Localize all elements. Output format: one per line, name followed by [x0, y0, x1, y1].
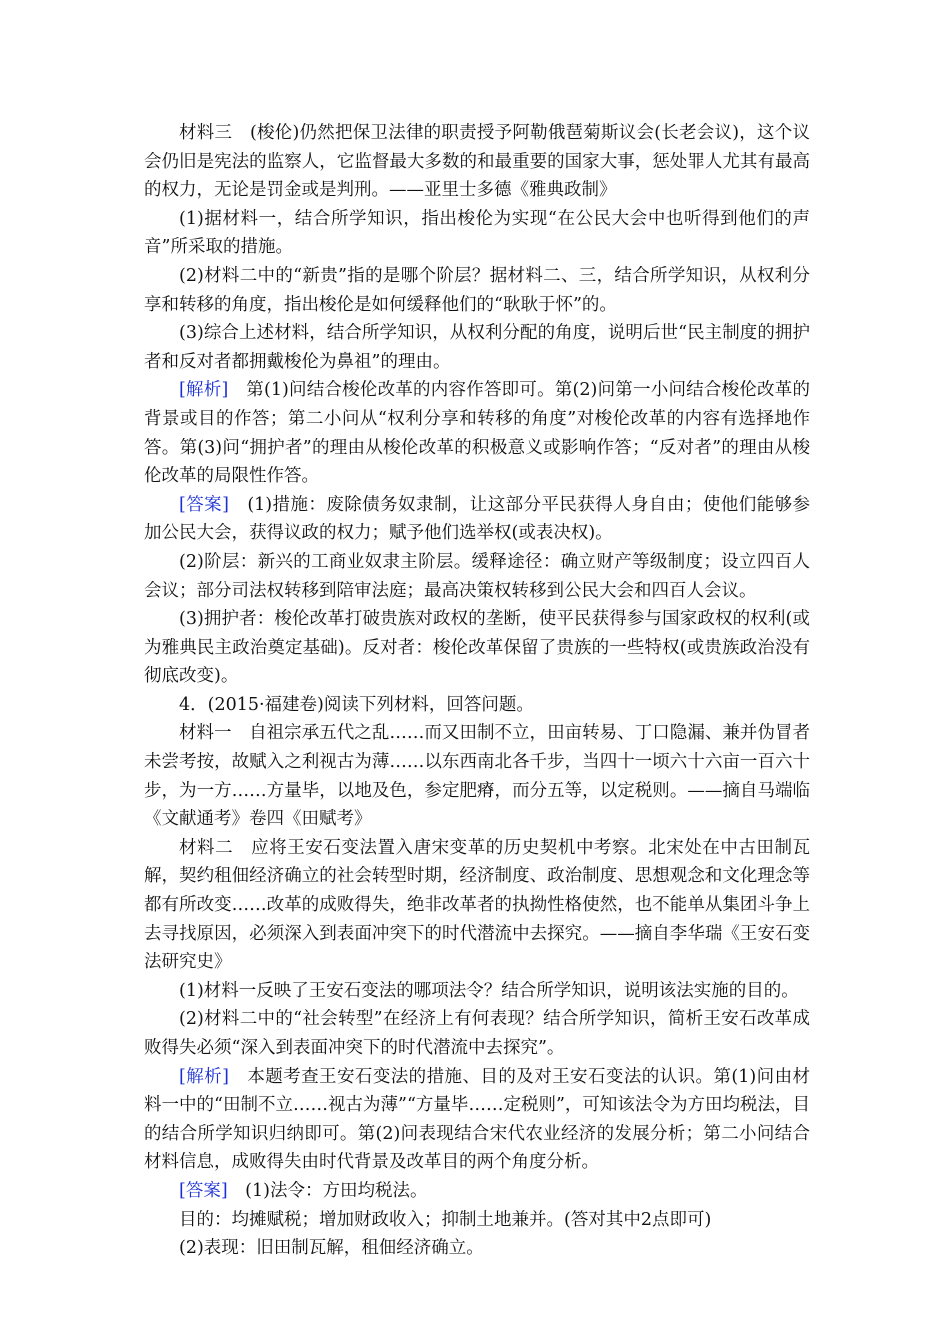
paragraph-answer-4-1-purpose: 目的：均摊赋税；增加财政收入；抑制土地兼并。(答对其中2点即可): [179, 1209, 712, 1230]
document-body: [144, 119, 810, 1263]
analysis-tag: [解析]: [179, 1066, 229, 1087]
answer-tag: [答案]: [179, 1180, 228, 1201]
answer-tag: [答案]: [179, 494, 229, 515]
paragraph-analysis-3: [解析] 第(1)问结合梭伦改革的内容作答即可。第(2)问第一小问结合梭伦改革的背景或目的作答；第二小问从“权利分享和转移的角度”对梭伦改革的内容有选择地作答。第(3)问“拥护者”的理由从梭伦改革的积极意义或影响作答；“反对者”的理由从梭伦改革的局限性作答。: [144, 380, 811, 487]
paragraph-question-2: (2)材料二中的“新贵”指的是哪个阶层？据材料二、三，结合所学知识，从权利分享和转移的角度，指出梭伦是如何缓释他们的“耿耿于怀”的。: [144, 265, 810, 315]
paragraph-question-4-2: (2)材料二中的“社会转型”在经济上有何表现？结合所学知识，简析王安石改革成败得失必须“深入到表面冲突下的时代潜流中去探究”。: [144, 1009, 810, 1058]
paragraph-answer-3-2: (2)阶层：新兴的工商业奴隶主阶层。缓释途径：确立财产等级制度；设立四百人会议；部分司法权转移到陪审法庭；最高决策权转移到公民大会和四百人会议。: [144, 551, 810, 601]
paragraph-material-2: 材料二 应将王安石变法置入唐宋变革的历史契机中考察。北宋处在中古田制瓦解，契约租佃经济确立的社会转型时期，经济制度、政治制度、思想观念和文化理念等都有所改变……改革的成败得失，绝非改革者的执拗性格使然，也不能单从集团斗争上去寻找原因，必须深入到表面冲突下的时代潜流中去探究。——摘自李华瑞《王安石变法研究史》: [144, 837, 810, 973]
analysis-tag: [解析]: [179, 380, 229, 401]
paragraph-question-3: (3)综合上述材料，结合所学知识，从权利分配的角度，说明后世“民主制度的拥护者和反对者都拥戴梭伦为鼻祖”的理由。: [144, 323, 810, 372]
paragraph-answer-4-2: (2)表现：旧田制瓦解，租佃经济确立。: [179, 1238, 484, 1259]
paragraph-question-4-heading: 4．(2015·福建卷)阅读下列材料，回答问题。: [179, 694, 534, 715]
paragraph-analysis-4: [解析] 本题考查王安石变法的措施、目的及对王安石变法的认识。第(1)问由材料一中的“田制不立……视古为薄”“方量毕……定税则”，可知该法令为方田均税法，目的结合所学知识归纳即可。第(2)问表现结合宋代农业经济的发展分析；第二小问结合材料信息，成败得失由时代背景及改革目的两个角度分析。: [144, 1066, 810, 1173]
paragraph-answer-3-1: [答案] (1)措施：废除债务奴隶制，让这部分平民获得人身自由；使他们能够参加公民大会，获得议政的权力；赋予他们选举权(或表决权)。: [144, 494, 810, 544]
paragraph-question-4-1: (1)材料一反映了王安石变法的哪项法令？结合所学知识，说明该法实施的目的。: [179, 980, 799, 1001]
paragraph-question-1: (1)据材料一，结合所学知识，指出梭伦为实现“在公民大会中也听得到他们的声音”所采取的措施。: [144, 208, 810, 258]
paragraph-answer-3-3: (3)拥护者：梭伦改革打破贵族对政权的垄断，使平民获得参与国家政权的权利(或为雅典民主政治奠定基础)。反对者：梭伦改革保留了贵族的一些特权(或贵族政治没有彻底改变)。: [144, 609, 810, 687]
paragraph-material-3: 材料三 (梭伦)仍然把保卫法律的职责授予阿勒俄琶菊斯议会(长老会议)，这个议会仍旧是宪法的监察人，它监督最大多数的和最重要的国家大事，惩处罪人尤其有最高的权力，无论是罚金或是判刑。——亚里士多德《雅典政制》: [144, 123, 810, 201]
paragraph-answer-4-1: [答案] (1)法令：方田均税法。: [179, 1180, 428, 1201]
paragraph-material-1: 材料一 自祖宗承五代之乱……而又田制不立，田亩转易、丁口隐漏、兼并伪冒者未尝考按，故赋入之利视古为薄……以东西南北各千步，当四十一顷六十六亩一百六十步，为一方……方量毕，以地及色，参定肥瘠，而分五等，以定税则。——摘自马端临《文献通考》卷四《田赋考》: [144, 723, 810, 830]
